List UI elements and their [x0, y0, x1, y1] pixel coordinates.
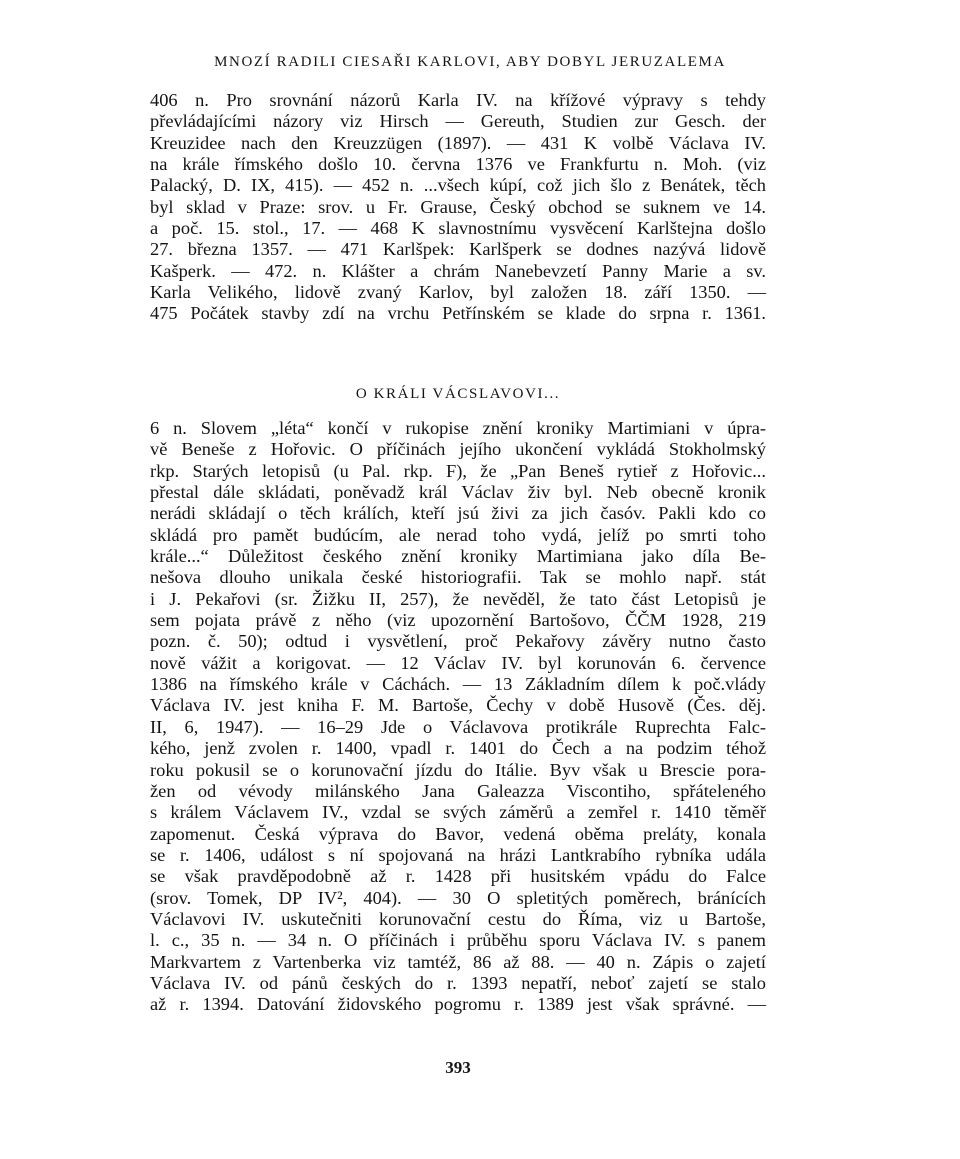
text-line: Kreuzidee nach den Kreuzzügen (1897). — 431 K volbě Václava IV.: [150, 132, 766, 153]
text-line: s králem Václavem IV., vzdal se svých záměrů a zemřel r. 1410 těměř: [150, 802, 766, 823]
text-line: rkp. Starých letopisů (u Pal. rkp. F), že „Pan Beneš rytieř z Hořovic...: [150, 460, 766, 481]
text-line: 475 Počátek stavby zdí na vrchu Petřínském se klade do srpna r. 1361.: [150, 303, 766, 324]
text-line: přestal dále skládati, poněvadž král Václav živ byl. Neb obecně kronik: [150, 482, 766, 503]
text-line: a poč. 15. stol., 17. — 468 K slavnostnímu vysvěcení Karlštejna došlo: [150, 218, 766, 239]
page-number: 393: [445, 1058, 471, 1077]
text-line: l. c., 35 n. — 34 n. O příčinách i průběhu sporu Václava IV. s panem: [150, 930, 766, 951]
notes-section-karel: [150, 90, 766, 325]
text-line: až r. 1394. Datování židovského pogromu r. 1389 jest však správné. —: [150, 994, 766, 1015]
text-line: roku pokusil se o korunovační jízdu do Itálie. Byv však u Brescie pora-: [150, 759, 766, 780]
running-head: MNOZÍ RADILI CIESAŘI KARLOVI, ABY DOBYL JERUZALEMA: [214, 54, 726, 70]
text-line: kého, jenž zvolen r. 1400, vpadl r. 1401 do Čech a na podzim téhož: [150, 738, 766, 759]
text-line: Kašperk. — 472. n. Klášter a chrám Nanebevzetí Panny Marie a sv.: [150, 260, 766, 281]
text-line: byl sklad v Praze: srov. u Fr. Grause, Český obchod se suknem ve 14.: [150, 196, 766, 217]
text-line: Palacký, D. IX, 415). — 452 n. ...všech kúpí, což jich šlo z Benátek, těch: [150, 175, 766, 196]
notes-section-vaclav: [150, 418, 766, 1016]
text-line: Markvartem z Vartenberka viz tamtéž, 86 až 88. — 40 n. Zápis o zajetí: [150, 951, 766, 972]
text-line: Václava IV. jest kniha F. M. Bartoše, Čechy v době Husově (Čes. děj.: [150, 695, 766, 716]
text-line: i J. Pekařovi (sr. Žižku II, 257), že nevěděl, že tato část Letopisů je: [150, 588, 766, 609]
text-line: 6 n. Slovem „léta“ končí v rukopise znění kroniky Martimiani v úpra-: [150, 418, 766, 438]
text-line: zapomenut. Česká výprava do Bavor, vedená oběma preláty, konala: [150, 823, 766, 844]
text-line: nerádi skládají o těch králích, kteří jsú živi za jich časóv. Pakli kdo co: [150, 503, 766, 524]
text-line: převládajícími názory viz Hirsch — Gereuth, Studien zur Gesch. der: [150, 111, 766, 132]
text-line: 406 n. Pro srovnání názorů Karla IV. na křížové výpravy s tehdy: [150, 90, 766, 110]
text-line: Václavovi IV. uskutečniti korunovační cestu do Říma, viz u Bartoše,: [150, 908, 766, 929]
text-line: nešova dlouho unikala české historiografii. Tak se mohlo např. stát: [150, 567, 766, 588]
text-line: se však pravděpodobně až r. 1428 při husitském vpádu do Falce: [150, 866, 766, 887]
text-line: 27. března 1357. — 471 Karlšpek: Karlšperk se dodnes nazývá lidově: [150, 239, 766, 260]
section-heading: O KRÁLI VÁCSLAVOVI...: [355, 386, 561, 402]
text-line: pozn. č. 50); odtud i vysvětlení, proč Pekařovy závěry nutno často: [150, 631, 766, 652]
text-line: sem pojata právě z něho (viz upozornění Bartošovo, ČČM 1928, 219: [150, 610, 766, 631]
text-line: žen od vévody milánského Jana Galeazza Viscontiho, spřáteleného: [150, 780, 766, 801]
text-line: krále...“ Důležitost českého znění kroniky Martimiana jako díla Be-: [150, 546, 766, 567]
text-line: 1386 na římského krále v Cáchách. — 13 Základním dílem k poč.vlády: [150, 674, 766, 695]
text-line: vě Beneše z Hořovic. O příčinách jejího ukončení vykládá Stokholmský: [150, 439, 766, 460]
text-line: Karla Velikého, lidově zvaný Karlov, byl založen 18. září 1350. —: [150, 282, 766, 303]
text-line: II, 6, 1947). — 16–29 Jde o Václavova protikrále Ruprechta Falc-: [150, 716, 766, 737]
text-line: se r. 1406, událost s ní spojovaná na hrázi Lantkrabího rybníka udála: [150, 844, 766, 865]
text-line: nově vážit a korigovat. — 12 Václav IV. byl korunován 6. července: [150, 652, 766, 673]
text-line: skládá pro pamět budúcím, ale nerad toho vydá, jelíž po smrti toho: [150, 524, 766, 545]
text-line: Václava IV. od pánů českých do r. 1393 nepatří, neboť zajetí se stalo: [150, 972, 766, 993]
text-line: (srov. Tomek, DP IV², 404). — 30 O spletitých poměrech, bránících: [150, 887, 766, 908]
text-line: na krále římského došlo 10. června 1376 ve Frankfurtu n. Moh. (viz: [150, 154, 766, 175]
